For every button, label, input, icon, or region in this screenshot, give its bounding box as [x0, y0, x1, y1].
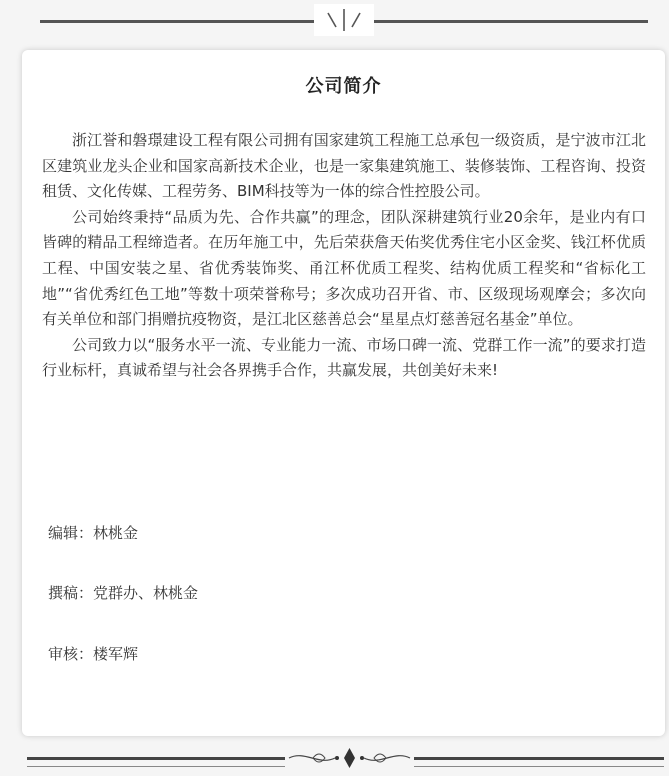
reviewer-credit: 审核：楼军辉 — [48, 645, 139, 663]
editor-credit: 编辑：林桃金 — [48, 524, 139, 542]
bottom-divider — [22, 744, 669, 776]
page-title: 公司简介 — [305, 76, 382, 97]
divider-line-right — [374, 20, 648, 23]
bottom-thin-right — [414, 766, 664, 767]
divider-line-left — [40, 20, 314, 23]
intro-paragraph: 公司致力以“服务水平一流、专业能力一流、市场口碑一流、党群工作一流”的要求打造行业标杆，真诚希望与社会各界携手合作，共赢发展，共创美好未来! — [42, 335, 646, 380]
bottom-bar-left — [27, 757, 285, 760]
writer-credit: 撰稿：党群办、林桃金 — [48, 584, 199, 602]
bottom-bar-right — [414, 757, 664, 760]
top-divider — [0, 0, 669, 40]
bottom-thin-left — [27, 766, 285, 767]
intro-body — [42, 128, 646, 384]
company-intro-card — [22, 50, 665, 736]
intro-paragraph: 浙江誉和磐璟建设工程有限公司拥有国家建筑工程施工总承包一级资质，是宁波市江北区建筑业龙头企业和国家高新技术企业，也是一家集建筑施工、装修装饰、工程咨询、投资租赁、文化传媒、工程劳务、BIM科技等为一体的综合性控股公司。 — [42, 131, 646, 201]
intro-paragraph: 公司始终秉持“品质为先、合作共赢”的理念，团队深耕建筑行业20余年，是业内有口皆碑的精品工程缔造者。在历年施工中，先后荣获詹天佑奖优秀住宅小区金奖、钱江杯优质工程、中国安装之星、省优秀装饰奖、甬江杯优质工程奖、结构优质工程奖和“省标化工地”“省优秀红色工地”等数十项荣誉称号；多次成功召开省、市、区级现场观摩会；多次向有关单位和部门捐赠抗疫物资，是江北区慈善总会“星星点灯慈善冠名基金”单位。 — [42, 207, 646, 329]
flourish-ornament-icon — [285, 744, 414, 776]
slash-ornament-icon — [314, 4, 374, 36]
